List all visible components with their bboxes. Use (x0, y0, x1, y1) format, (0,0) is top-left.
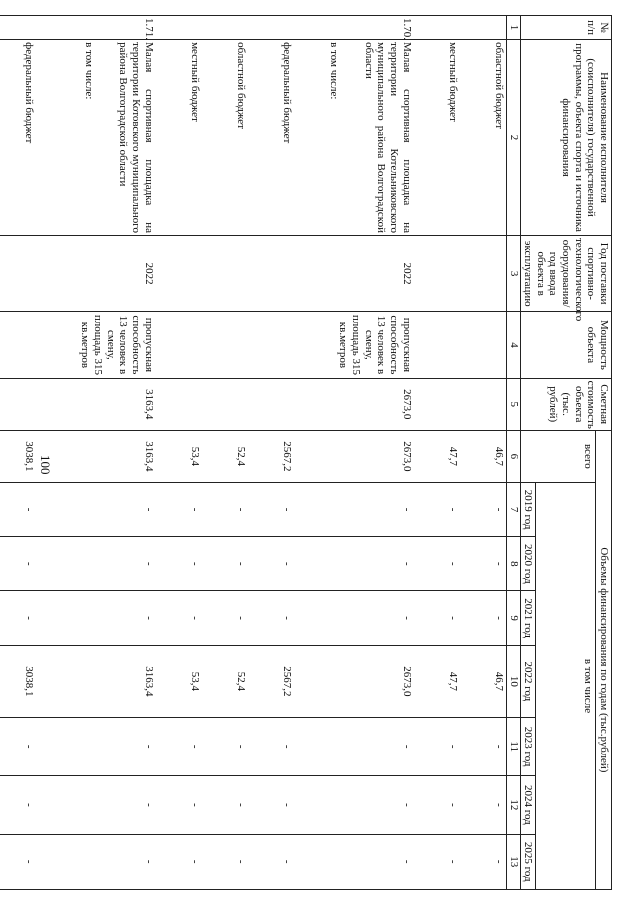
header-cost: Сметная стоимость объекта (тыс. рублей) (520, 378, 611, 430)
row-total: 3163,4 (36, 430, 156, 482)
col-index: 2 (506, 40, 520, 236)
row-incl-label: в том числе: (82, 42, 95, 100)
row-year (156, 235, 202, 311)
header-num: № п/п (520, 16, 611, 40)
row-total: 53,4 (156, 430, 202, 482)
row-name: областной бюджет (460, 40, 507, 236)
header-year: Год поставки спортивно-технологического оборудования/ год ввода объекта в эксплуатацию (520, 235, 611, 311)
row-2023: - (414, 718, 460, 776)
row-2024: - (156, 776, 202, 834)
row-2020: - (414, 537, 460, 591)
table-row (414, 16, 460, 890)
row-2023: - (36, 718, 156, 776)
row-2025: - (156, 834, 202, 889)
column-index-row (506, 16, 520, 890)
row-num: 1.70. (294, 16, 414, 40)
header-incl: в том числе (536, 483, 596, 890)
row-2021: - (36, 591, 156, 645)
row-2024: - (248, 776, 294, 834)
row-2020: - (460, 537, 507, 591)
page-number: 100 (38, 455, 53, 475)
row-total: 52,4 (202, 430, 248, 482)
header-year-2023: 2023 год (520, 718, 536, 776)
row-name: федеральный бюджет (248, 40, 294, 236)
row-2021: - (294, 591, 414, 645)
col-index: 3 (506, 235, 520, 311)
row-2025: - (460, 834, 507, 889)
row-capacity (248, 312, 294, 378)
row-capacity (414, 312, 460, 378)
row-2022: 52,4 (202, 645, 248, 717)
row-total: 2567,2 (248, 430, 294, 482)
row-2019: - (156, 483, 202, 537)
header-total: всего (520, 430, 596, 482)
row-2025: - (202, 834, 248, 889)
row-2022: 47,7 (414, 645, 460, 717)
row-2020: - (36, 537, 156, 591)
row-capacity (202, 312, 248, 378)
row-total: 3038,1 (0, 430, 36, 482)
header-year-2020: 2020 год (520, 537, 536, 591)
row-2023: - (248, 718, 294, 776)
row-num (0, 16, 36, 40)
row-capacity (460, 312, 507, 378)
row-name-cell (36, 40, 156, 236)
row-2024: - (36, 776, 156, 834)
row-2024: - (0, 776, 36, 834)
row-capacity (0, 312, 36, 378)
row-2022: 53,4 (156, 645, 202, 717)
row-2019: - (460, 483, 507, 537)
row-capacity: пропускная способность 13 человек в смену, площадь 315 кв.метров (36, 312, 156, 378)
row-year (0, 235, 36, 311)
table-row (460, 16, 507, 890)
col-index: 13 (506, 834, 520, 889)
row-year (460, 235, 507, 311)
row-2024: - (414, 776, 460, 834)
header-year-2022: 2022 год (520, 645, 536, 717)
row-total: 2673,0 (294, 430, 414, 482)
row-total: 47,7 (414, 430, 460, 482)
row-2022: 3038,1 (0, 645, 36, 717)
col-index: 5 (506, 378, 520, 430)
row-name: местный бюджет (156, 40, 202, 236)
row-2019: - (414, 483, 460, 537)
header-capacity: Мощность объекта (520, 312, 611, 378)
row-name: местный бюджет (414, 40, 460, 236)
row-2021: - (156, 591, 202, 645)
row-2025: - (248, 834, 294, 889)
header-funding: Объемы финансирования по годам (тыс.рублей) (596, 430, 612, 889)
row-2023: - (294, 718, 414, 776)
row-2025: - (294, 834, 414, 889)
row-2025: - (414, 834, 460, 889)
table-row (202, 16, 248, 890)
row-year (414, 235, 460, 311)
row-cost (0, 378, 36, 430)
row-cost (156, 378, 202, 430)
row-2024: - (460, 776, 507, 834)
row-name: областной бюджет (202, 40, 248, 236)
row-2023: - (156, 718, 202, 776)
row-2020: - (294, 537, 414, 591)
row-year (202, 235, 248, 311)
row-cost (248, 378, 294, 430)
header-year-2021: 2021 год (520, 591, 536, 645)
row-2021: - (0, 591, 36, 645)
row-2021: - (202, 591, 248, 645)
row-capacity: пропускная способность 13 человек в смену, площадь 315 кв.метров (294, 312, 414, 378)
row-incl-label: в том числе: (327, 42, 340, 100)
header-year-2019: 2019 год (520, 483, 536, 537)
header-year-2024: 2024 год (520, 776, 536, 834)
row-2020: - (0, 537, 36, 591)
row-capacity (156, 312, 202, 378)
row-cost (202, 378, 248, 430)
col-index: 8 (506, 537, 520, 591)
row-2024: - (294, 776, 414, 834)
col-index: 12 (506, 776, 520, 834)
row-2020: - (202, 537, 248, 591)
row-name-cell (294, 40, 414, 236)
row-2020: - (156, 537, 202, 591)
col-index: 7 (506, 483, 520, 537)
row-2019: - (202, 483, 248, 537)
row-cost (460, 378, 507, 430)
row-2023: - (460, 718, 507, 776)
row-2024: - (202, 776, 248, 834)
col-index: 6 (506, 430, 520, 482)
row-2020: - (248, 537, 294, 591)
row-2019: - (294, 483, 414, 537)
row-num (156, 16, 202, 40)
row-2019: - (248, 483, 294, 537)
col-index: 1 (506, 16, 520, 40)
table-row (36, 16, 156, 890)
row-2025: - (36, 834, 156, 889)
header-name: Наименование исполнителя (соисполнителя) государственной программы, объекта спорта и источника финансирования (520, 40, 611, 236)
col-index: 9 (506, 591, 520, 645)
col-index: 10 (506, 645, 520, 717)
row-year: 2022 (36, 235, 156, 311)
row-total: 46,7 (460, 430, 507, 482)
row-name: Малая спортивная площадка на территории Котельниковского муниципального района Волгоградской области (362, 42, 413, 233)
row-2022: 3163,4 (36, 645, 156, 717)
row-year: 2022 (294, 235, 414, 311)
row-cost (414, 378, 460, 430)
row-num: 1.71. (36, 16, 156, 40)
col-index: 4 (506, 312, 520, 378)
table-row (0, 16, 36, 890)
table-row (294, 16, 414, 890)
row-2022: 2673,0 (294, 645, 414, 717)
row-2025: - (0, 834, 36, 889)
row-2021: - (248, 591, 294, 645)
row-2022: 46,7 (460, 645, 507, 717)
row-2022: 2567,2 (248, 645, 294, 717)
funding-table (0, 15, 612, 890)
row-cost: 3163,4 (36, 378, 156, 430)
row-num (202, 16, 248, 40)
row-num (460, 16, 507, 40)
row-num (414, 16, 460, 40)
row-name: федеральный бюджет (0, 40, 36, 236)
row-2019: - (36, 483, 156, 537)
table-row (248, 16, 294, 890)
row-name: Малая спортивная площадка на территории Котовского муниципального района Волгоградской области (117, 42, 155, 233)
header-year-2025: 2025 год (520, 834, 536, 889)
row-cost: 2673,0 (294, 378, 414, 430)
row-2023: - (202, 718, 248, 776)
row-2021: - (460, 591, 507, 645)
row-num (248, 16, 294, 40)
row-year (248, 235, 294, 311)
row-2023: - (0, 718, 36, 776)
row-2021: - (414, 591, 460, 645)
col-index: 11 (506, 718, 520, 776)
row-2019: - (0, 483, 36, 537)
table-row (156, 16, 202, 890)
